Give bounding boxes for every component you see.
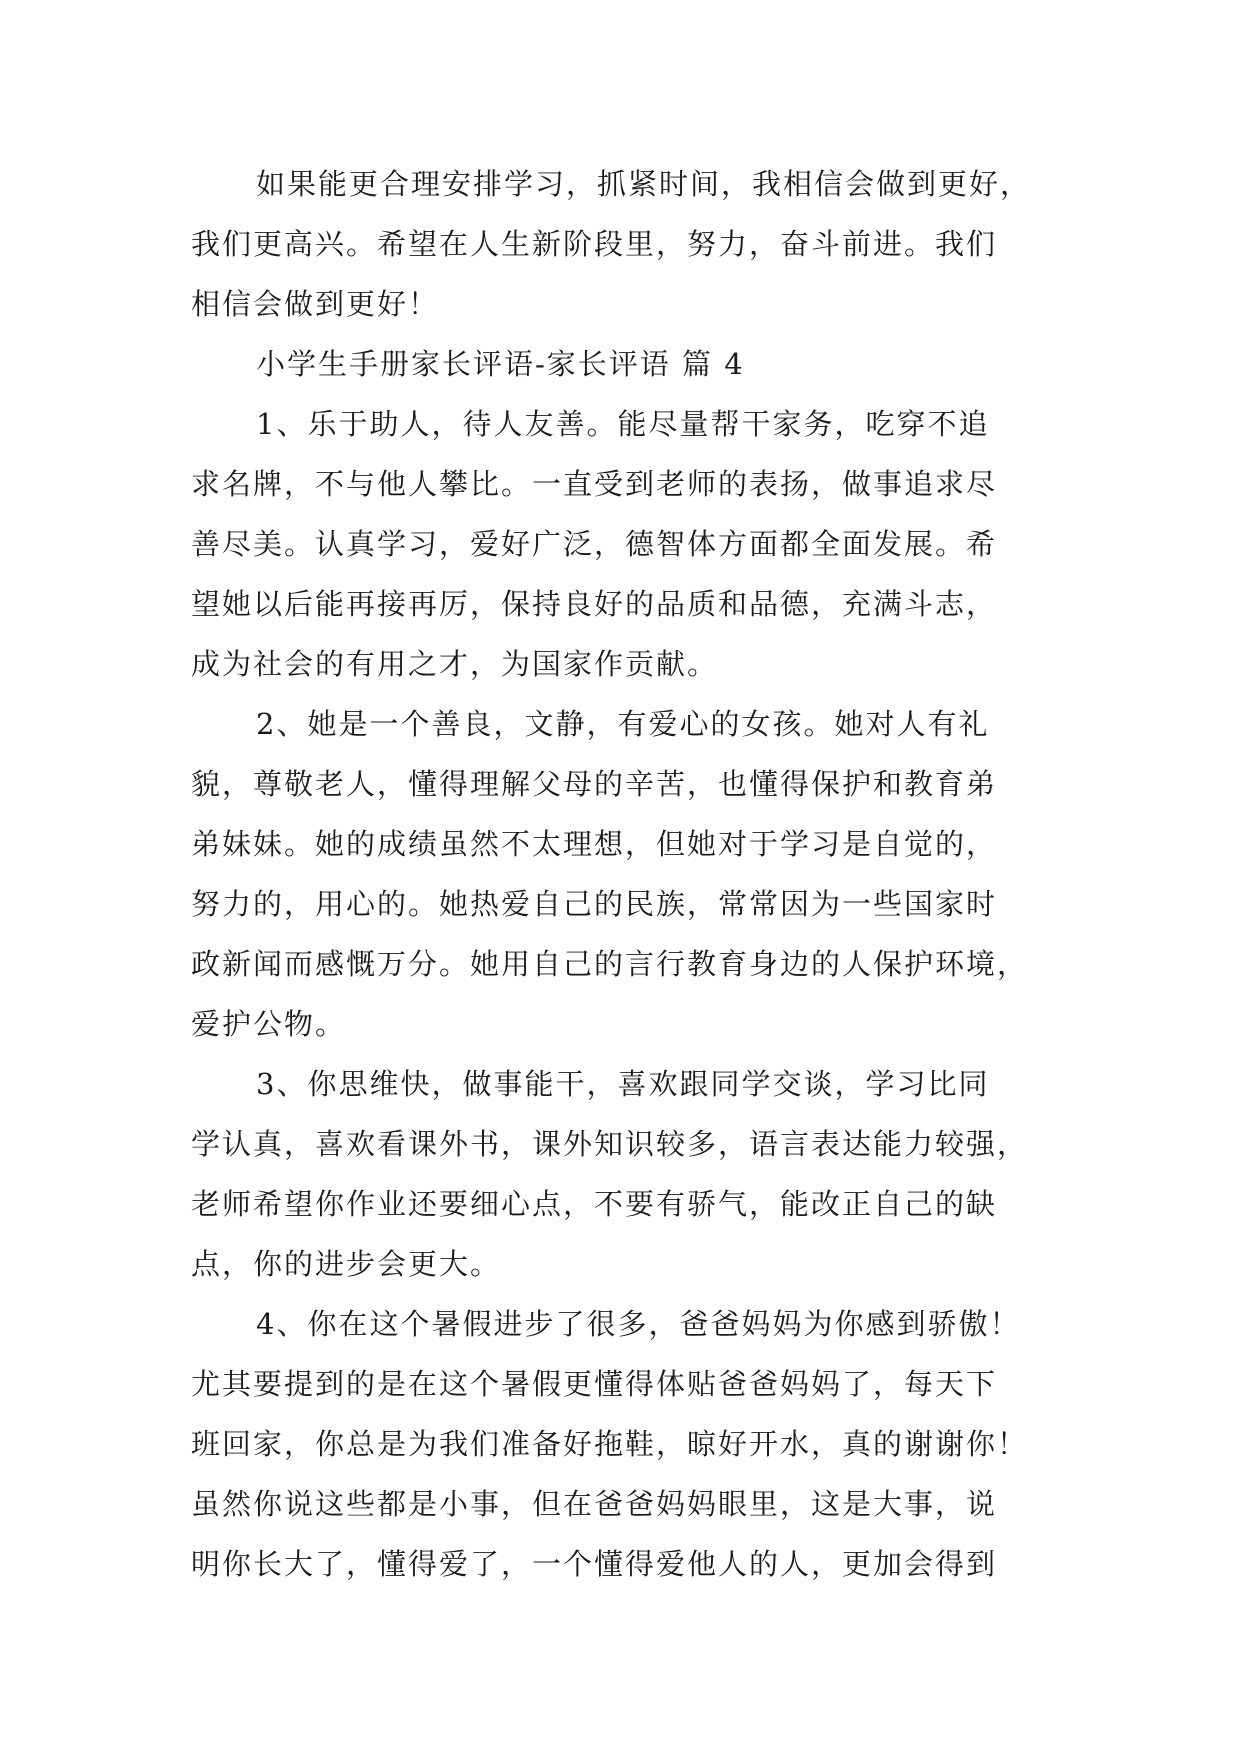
paragraph-line: 我们更高兴。希望在人生新阶段里，努力，奋斗前进。我们 xyxy=(191,227,998,261)
paragraph-line: 老师希望你作业还要细心点，不要有骄气，能改正自己的缺 xyxy=(191,1187,998,1221)
paragraph-line: 善尽美。认真学习，爱好广泛，德智体方面都全面发展。希 xyxy=(191,527,998,561)
section-heading: 小学生手册家长评语-家长评语 篇 4 xyxy=(256,347,745,381)
paragraph-line: 4、你在这个暑假进步了很多，爸爸妈妈为你感到骄傲！ xyxy=(256,1307,1021,1341)
paragraph-line: 貌，尊敬老人，懂得理解父母的辛苦，也懂得保护和教育弟 xyxy=(191,767,998,801)
paragraph-line: 班回家，你总是为我们准备好拖鞋，晾好开水，真的谢谢你！ xyxy=(191,1427,1029,1461)
paragraph-line: 虽然你说这些都是小事，但在爸爸妈妈眼里，这是大事，说 xyxy=(191,1487,998,1521)
paragraph-line: 成为社会的有用之才，为国家作贡献。 xyxy=(191,647,719,681)
paragraph-line: 明你长大了，懂得爱了，一个懂得爱他人的人，更加会得到 xyxy=(191,1547,998,1581)
paragraph-line: 学认真，喜欢看课外书，课外知识较多，语言表达能力较强， xyxy=(191,1127,1029,1161)
paragraph-line: 尤其要提到的是在这个暑假更懂得体贴爸爸妈妈了，每天下 xyxy=(191,1367,998,1401)
paragraph-line: 3、你思维快，做事能干，喜欢跟同学交谈，学习比同 xyxy=(256,1067,990,1101)
paragraph-line: 相信会做到更好！ xyxy=(191,287,440,321)
paragraph-line: 1、乐于助人，待人友善。能尽量帮干家务，吃穿不追 xyxy=(256,407,990,441)
paragraph-line: 如果能更合理安排学习，抓紧时间，我相信会做到更好， xyxy=(256,167,1032,201)
paragraph-line: 2、她是一个善良，文静，有爱心的女孩。她对人有礼 xyxy=(256,707,990,741)
paragraph-line: 爱护公物。 xyxy=(191,1007,347,1041)
paragraph-line: 努力的，用心的。她热爱自己的民族，常常因为一些国家时 xyxy=(191,887,998,921)
paragraph-line: 点，你的进步会更大。 xyxy=(191,1247,502,1281)
paragraph-line: 弟妹妹。她的成绩虽然不太理想，但她对于学习是自觉的， xyxy=(191,827,998,861)
paragraph-line: 求名牌，不与他人攀比。一直受到老师的表扬，做事追求尽 xyxy=(191,467,998,501)
paragraph-line: 政新闻而感慨万分。她用自己的言行教育身边的人保护环境， xyxy=(191,947,1029,981)
paragraph-line: 望她以后能再接再厉，保持良好的品质和品德，充满斗志， xyxy=(191,587,998,621)
